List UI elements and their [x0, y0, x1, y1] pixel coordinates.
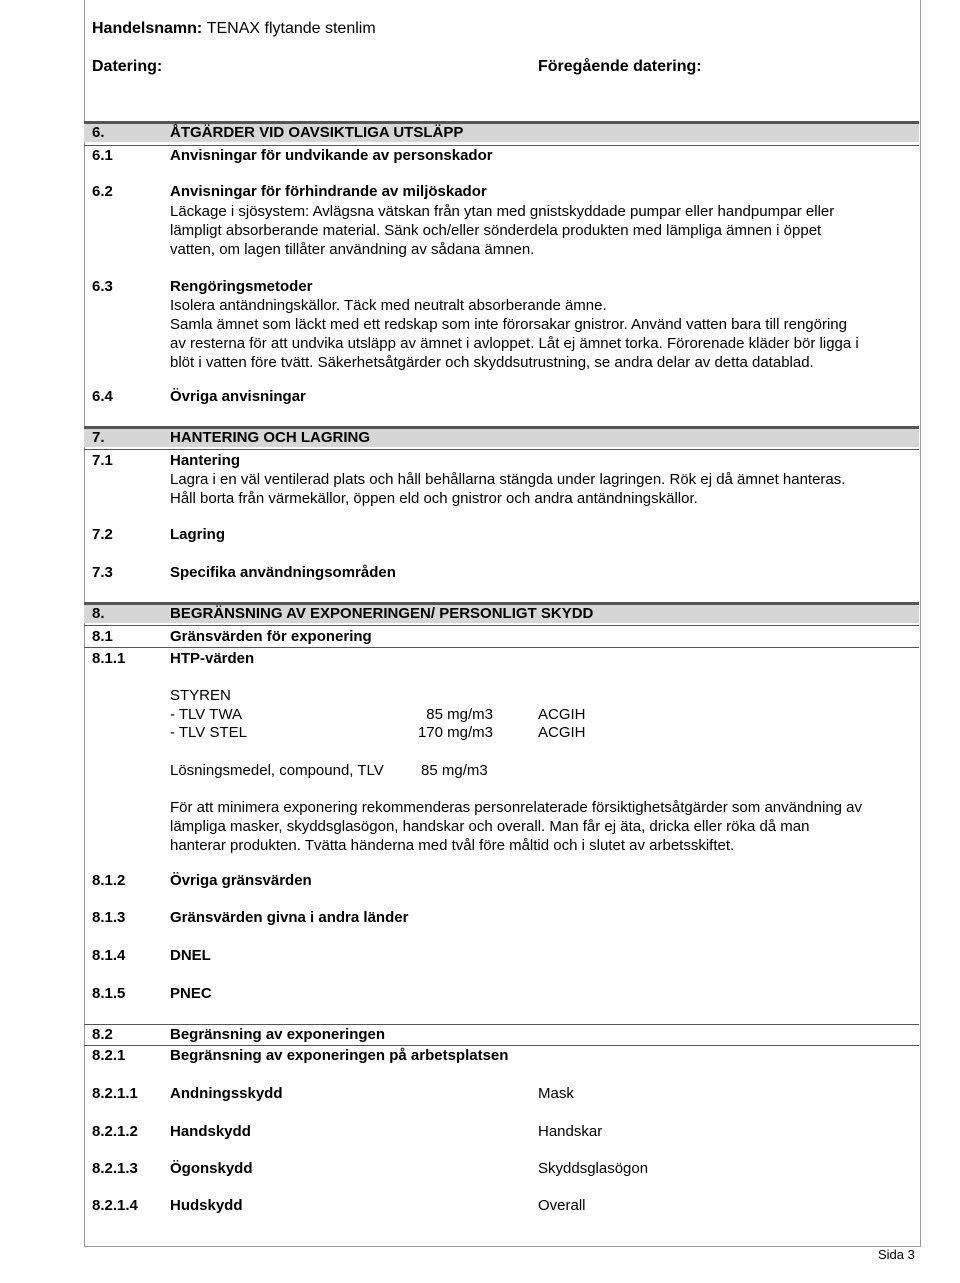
subsection-number: 8.1.3 — [92, 909, 126, 926]
subsection-title: Begränsning av exponeringen — [170, 1026, 386, 1043]
limit-source: ACGIH — [538, 706, 586, 723]
section-rule — [84, 647, 919, 648]
subsection-title: Anvisningar för undvikande av personskador — [170, 147, 493, 164]
subsection-number: 8.1.2 — [92, 872, 126, 889]
section-rule — [84, 625, 919, 626]
trade-name-header — [92, 20, 376, 38]
subsection-title: Rengöringsmetoder — [170, 278, 313, 295]
subsection-title: Gränsvärden givna i andra länder — [170, 909, 409, 926]
subsection-number: 7.3 — [92, 564, 113, 581]
text-line: För att minimera exponering rekommenderas personrelaterade försiktighetsåtgärder som användning av — [170, 799, 863, 816]
text-line: Samla ämnet som läckt med ett redskap som inte förorsakar gnistror. Använd vatten bara till rengöring — [170, 316, 847, 333]
paragraph-handling — [170, 470, 915, 508]
subsection-number: 6.3 — [92, 278, 113, 295]
substance-name: STYREN — [170, 687, 231, 704]
date-label: Datering: — [92, 58, 163, 75]
subsection-number: 7.2 — [92, 526, 113, 543]
subsection-title: Övriga gränsvärden — [170, 872, 312, 889]
trade-name-label: Handelsnamn: — [92, 20, 203, 37]
text-line: Läckage i sjösystem: Avlägsna vätskan från ytan med gnistskyddade pumpar eller handpumpar eller — [170, 203, 835, 220]
section-rule — [84, 145, 919, 146]
subsection-number: 8.2.1 — [92, 1047, 126, 1064]
text-line: hanterar produkten. Tvätta händerna med tvål före måltid och i slutet av arbetsskiftet. — [170, 837, 735, 854]
limit-source: ACGIH — [538, 724, 586, 741]
subsection-title: Specifika användningsområden — [170, 564, 396, 581]
text-line: lämpligt absorberande material. Sänk och/eller sönderdela produkten med lämpliga ämnen i öppet — [170, 222, 822, 239]
text-line: Isolera antändningskällor. Täck med neutralt absorberande ämne. — [170, 297, 607, 314]
subsection-number: 8.1.5 — [92, 985, 126, 1002]
subsection-number: 8.1.1 — [92, 650, 126, 667]
section-title: BEGRÄNSNING AV EXPONERINGEN/ PERSONLIGT SKYDD — [170, 605, 594, 622]
subsection-number: 6.4 — [92, 388, 113, 405]
subsection-number: 7.1 — [92, 452, 113, 469]
subsection-title: Lagring — [170, 526, 225, 543]
solvent-name: Lösningsmedel, compound, TLV — [170, 762, 384, 779]
ppe-label: Ögonskydd — [170, 1160, 253, 1177]
ppe-value: Handskar — [538, 1123, 603, 1140]
subsection-title: Anvisningar för förhindrande av miljöskador — [170, 183, 487, 200]
subsection-number: 8.1.4 — [92, 947, 126, 964]
section-title: ÅTGÄRDER VID OAVSIKTLIGA UTSLÄPP — [170, 124, 464, 141]
solvent-value: 85 mg/m3 — [421, 762, 488, 779]
limit-value: 170 mg/m3 — [417, 724, 493, 741]
text-line: blöt i vatten före tvätt. Säkerhetsåtgärder och skyddsutrustning, se andra delar av detta datablad. — [170, 354, 814, 371]
ppe-number: 8.2.1.3 — [92, 1160, 138, 1177]
limit-value: 85 mg/m3 — [426, 706, 493, 723]
ppe-label: Handskydd — [170, 1123, 251, 1140]
ppe-value: Overall — [538, 1197, 586, 1214]
paragraph-cleaning — [170, 296, 915, 372]
trade-name-value: TENAX flytande stenlim — [206, 20, 376, 37]
subsection-title: PNEC — [170, 985, 212, 1002]
text-line: lämpliga masker, skyddsglasögon, handskar och overall. Man får ej äta, dricka eller röka då man — [170, 818, 810, 835]
section-number: 6. — [92, 124, 105, 141]
ppe-label: Hudskydd — [170, 1197, 243, 1214]
subsection-title: Övriga anvisningar — [170, 388, 306, 405]
subsection-title: DNEL — [170, 947, 211, 964]
subsection-title: HTP-värden — [170, 650, 255, 667]
paragraph-exposure-advice — [170, 798, 915, 855]
section-rule — [84, 1024, 919, 1025]
subsection-number: 6.1 — [92, 147, 113, 164]
subsection-title: Gränsvärden för exponering — [170, 628, 372, 645]
section-number: 8. — [92, 605, 105, 622]
text-line: Håll borta från värmekällor, öppen eld och gnistror och andra antändningskällor. — [170, 490, 698, 507]
paragraph-environment — [170, 202, 915, 259]
ppe-label: Andningsskydd — [170, 1085, 283, 1102]
subsection-number: 8.2 — [92, 1026, 113, 1043]
ppe-number: 8.2.1.2 — [92, 1123, 138, 1140]
ppe-number: 8.2.1.1 — [92, 1085, 138, 1102]
ppe-value: Skyddsglasögon — [538, 1160, 649, 1177]
ppe-value: Mask — [538, 1085, 574, 1102]
subsection-title: Hantering — [170, 452, 241, 469]
ppe-number: 8.2.1.4 — [92, 1197, 138, 1214]
page-number: Sida 3 — [878, 1247, 915, 1262]
limit-name: - TLV STEL — [170, 724, 247, 741]
text-line: vatten, om lagen tillåter användning av sådana ämnen. — [170, 241, 535, 258]
text-line: Lagra i en väl ventilerad plats och håll behållarna stängda under lagringen. Rök ej då ämnet hanteras. — [170, 471, 846, 488]
subsection-title: Begränsning av exponeringen på arbetsplatsen — [170, 1047, 509, 1064]
section-rule — [84, 449, 919, 450]
section-title: HANTERING OCH LAGRING — [170, 429, 370, 446]
subsection-number: 6.2 — [92, 183, 113, 200]
text-line: av resterna för att undvika utsläpp av ämnet i avloppet. Låt ej ämnet torka. Förorenade kläder bör ligga i — [170, 335, 859, 352]
section-number: 7. — [92, 429, 105, 446]
subsection-number: 8.1 — [92, 628, 113, 645]
limit-name: - TLV TWA — [170, 706, 242, 723]
section-rule — [84, 1045, 919, 1046]
previous-date-label: Föregående datering: — [538, 58, 702, 75]
